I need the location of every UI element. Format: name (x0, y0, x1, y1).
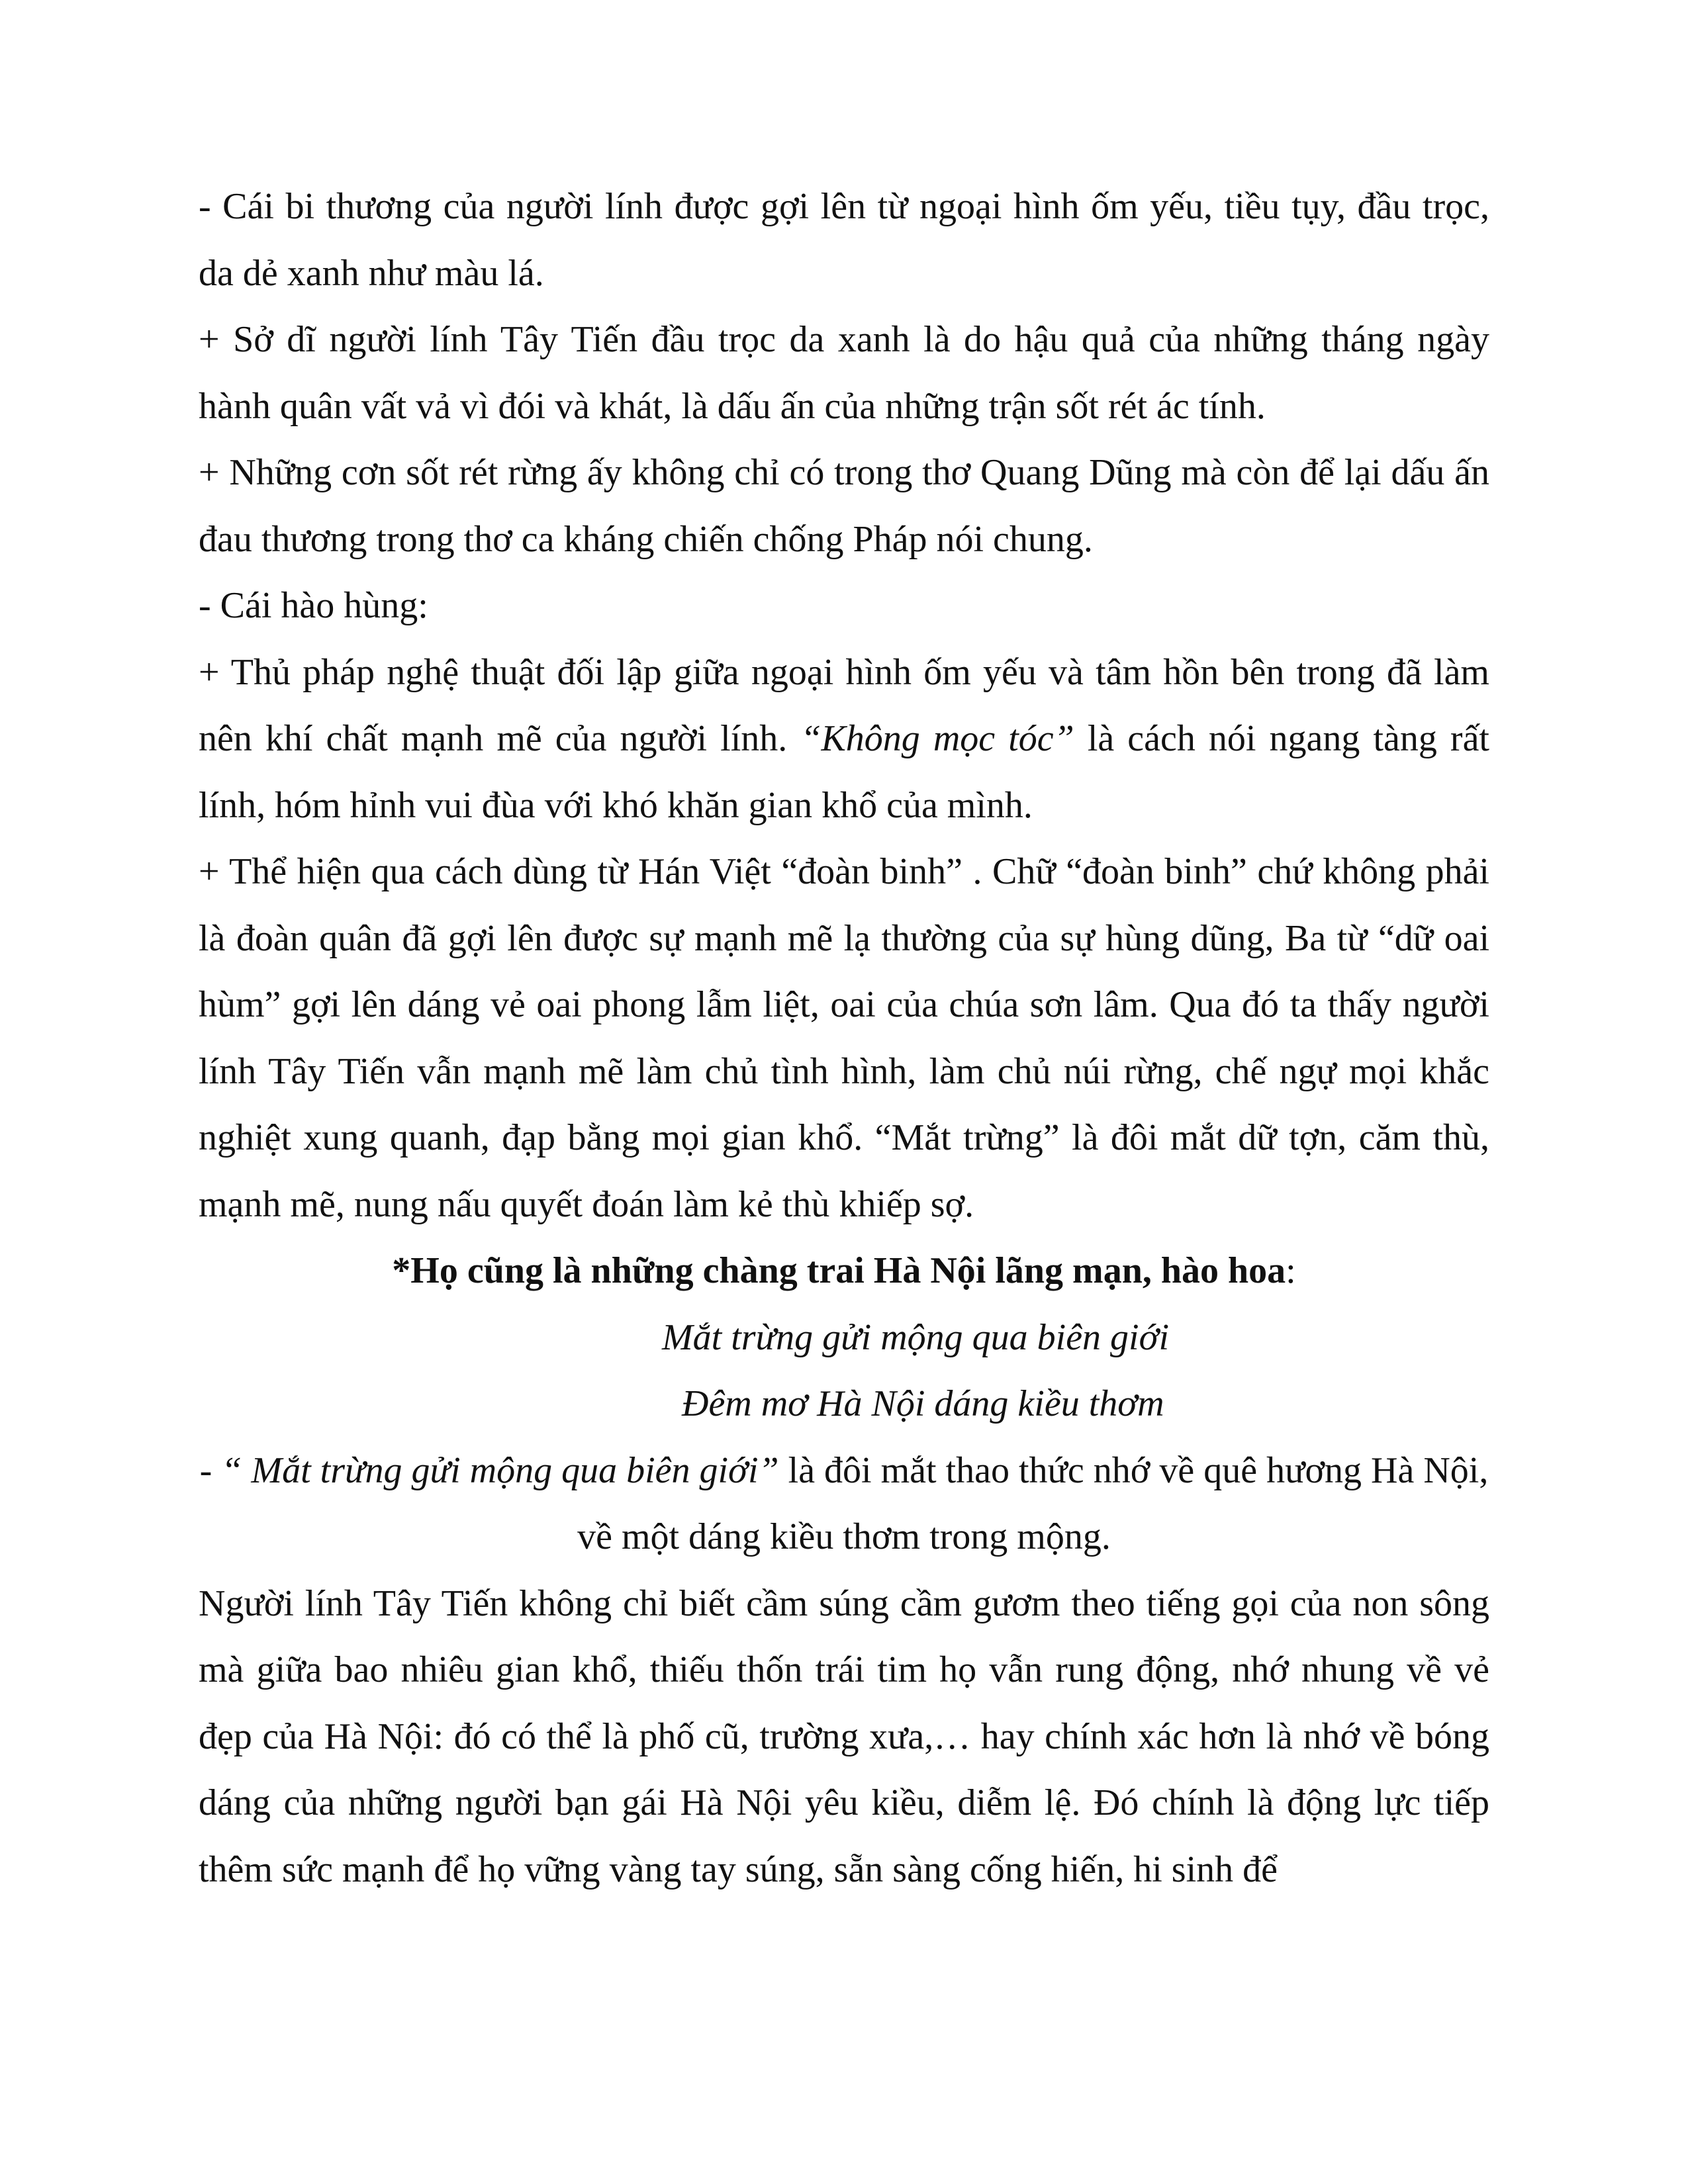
contrast-text-before: + Thủ pháp nghệ thuật đối lập giữa ngoại hình ốm yếu và tâm hồn bên trong đã làm nên khí chất mạnh mẽ của người lính. (199, 651, 1489, 759)
poem-line-2: Đêm mơ Hà Nội dáng kiều thơm (682, 1383, 1164, 1424)
paragraph-heroic-heading: - Cái hào hùng: (199, 585, 428, 626)
paragraph-han-viet-words: + Thể hiện qua cách dùng từ Hán Việt “đoàn binh” . Chữ “đoàn binh” chứ không phải là đoàn quân đã gợi lên được sự mạnh mẽ lạ thường của sự hùng dũng, Ba từ “dữ oai hùm” gợi lên dáng vẻ oai phong lẫm liệt, oai của chúa sơn lâm. Qua đó ta thấy người lính Tây Tiến vẫn mạnh mẽ làm chủ tình hình, làm chủ núi rừng, chế ngự mọi khắc nghiệt xung quanh, đạp bằng mọi gian khổ. “Mắt trừng” là đôi mắt dữ tợn, căm thù, mạnh mẽ, nung nấu quyết đoán làm kẻ thù khiếp sợ. (199, 851, 1489, 1225)
heading-bold-text: *Họ cũng là những chàng trai Hà Nội lãng mạn, hào hoa (392, 1250, 1286, 1291)
quote-text-after: là đôi mắt thao thức nhớ về quê hương Hà Nội, về một dáng kiều thơm trong mộng. (577, 1449, 1489, 1557)
paragraph-contrast-technique (199, 639, 1489, 839)
paragraph-tragic-appearance: - Cái bi thương của người lính được gợi lên từ ngoại hình ốm yếu, tiều tụy, đầu trọc, da dẻ xanh như màu lá. (199, 186, 1489, 294)
paragraph-cause-of-appearance: + Sở dĩ người lính Tây Tiến đầu trọc da xanh là do hậu quả của những tháng ngày hành quân vất vả vì đói và khát, là dấu ấn của những trận sốt rét ác tính. (199, 319, 1489, 427)
contrast-quote-italic: “Không mọc tóc” (800, 718, 1074, 759)
paragraph-quote-explanation (199, 1437, 1489, 1570)
section-heading-romantic (199, 1238, 1489, 1304)
document-page (199, 173, 1489, 1903)
poem-line-1: Mắt trừng gửi mộng qua biên giới (662, 1316, 1170, 1358)
contrast-text-after: là cách nói ngang tàng rất lính, hóm hỉnh vui đùa với khó khăn gian khổ của mình. (199, 718, 1489, 826)
paragraph-malaria-in-poetry: + Những cơn sốt rét rừng ấy không chỉ có trong thơ Quang Dũng mà còn để lại dấu ấn đau thương trong thơ ca kháng chiến chống Pháp nói chung. (199, 452, 1489, 560)
paragraph-longing-for-hanoi: Người lính Tây Tiến không chỉ biết cầm súng cầm gươm theo tiếng gọi của non sông mà giữa bao nhiêu gian khổ, thiếu thốn trái tim họ vẫn rung động, nhớ nhung về vẻ đẹp của Hà Nội: đó có thể là phố cũ, trường xưa,… hay chính xác hơn là nhớ về bóng dáng của những người bạn gái Hà Nội yêu kiều, diễm lệ. Đó chính là động lực tiếp thêm sức mạnh để họ vững vàng tay súng, sẵn sàng cống hiến, hi sinh để (199, 1582, 1489, 1890)
heading-colon: : (1286, 1250, 1296, 1291)
quote-italic: - “ Mắt trừng gửi mộng qua biên giới” (199, 1449, 779, 1491)
